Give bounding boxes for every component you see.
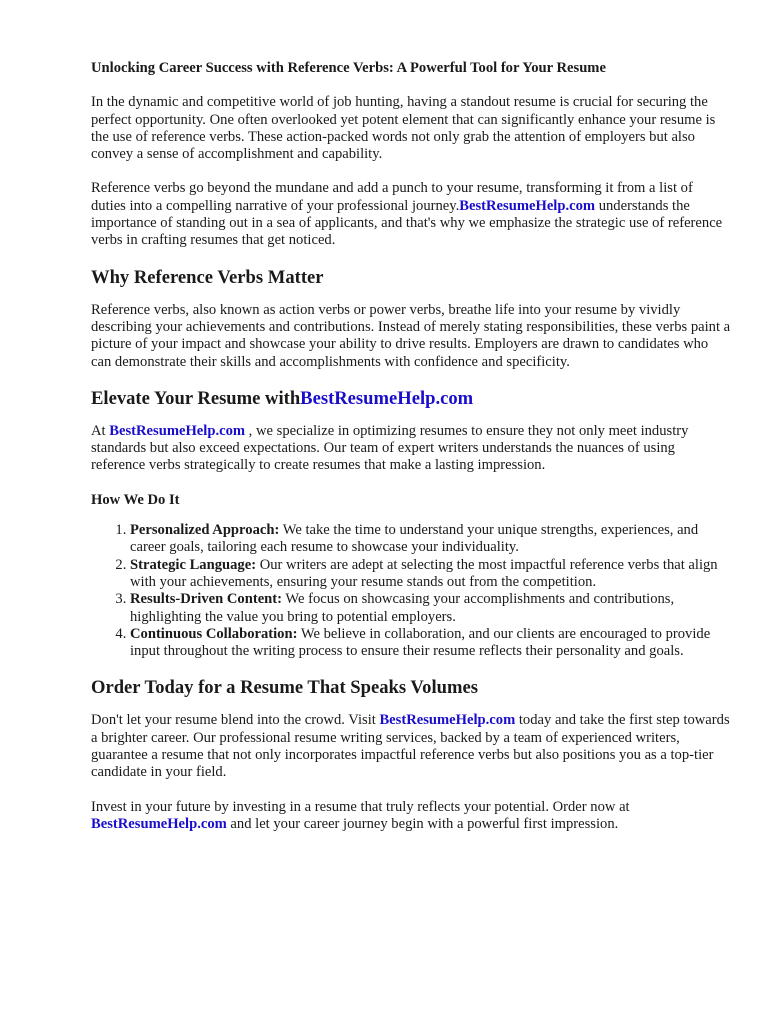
intro-paragraph-1: In the dynamic and competitive world of job hunting, having a standout resume is crucial for securing the perfect opportunity. One often overlooked yet potent element that can significantly enhance your resume is the use of reference verbs. These action-packed words not only grab the attention of employers but also convey a sense of accomplishment and capability. bbox=[91, 94, 716, 163]
bestresumehelp-link[interactable]: BestResumeHelp.com bbox=[300, 387, 474, 409]
list-item-term: Strategic Language: bbox=[130, 556, 257, 573]
bestresumehelp-link[interactable]: BestResumeHelp.com bbox=[109, 422, 246, 439]
order-paragraph-2-text: Invest in your future by investing in a resume that truly reflects your potential. Order now at bbox=[91, 798, 630, 815]
list-item-text: We focus on showcasing your accomplishments and contributions, highlighting the value you bring to potential employers. bbox=[130, 591, 675, 625]
elevate-paragraph bbox=[91, 423, 731, 475]
bestresumehelp-link[interactable]: BestResumeHelp.com bbox=[91, 815, 227, 832]
why-paragraph: Reference verbs, also known as action verbs or power verbs, breathe life into your resume by vividly describing your achievements and contributions. Instead of merely stating responsibilities, these verbs paint a picture of your impact and showcase your ability to drive results. Employers are drawn to candidates who can demonstrate their skills and accomplishments with confidence and specificity. bbox=[91, 301, 731, 370]
list-item bbox=[130, 522, 731, 557]
elevate-heading-text: Elevate Your Resume with bbox=[91, 387, 301, 409]
list-item-term: Continuous Collaboration: bbox=[130, 625, 298, 642]
elevate-heading bbox=[91, 388, 731, 410]
list-item bbox=[130, 626, 731, 661]
list-item-term: Results-Driven Content: bbox=[130, 591, 283, 608]
intro-paragraph-2 bbox=[91, 180, 731, 249]
order-paragraph-2 bbox=[91, 799, 731, 834]
why-heading: Why Reference Verbs Matter bbox=[91, 266, 324, 288]
how-list bbox=[91, 522, 731, 660]
order-paragraph-1-text: Don't let your resume blend into the crowd. Visit bbox=[91, 712, 380, 729]
order-heading: Order Today for a Resume That Speaks Volumes bbox=[91, 677, 478, 699]
order-paragraph-2-text-end: and let your career journey begin with a powerful first impression. bbox=[226, 815, 619, 832]
how-heading: How We Do It bbox=[91, 491, 180, 508]
list-item-term: Personalized Approach: bbox=[130, 522, 280, 539]
elevate-paragraph-text: , we specialize in optimizing resumes to ensure they not only meet industry standards but also exceed expectations. Our team of expert writers understands the nuances of using reference verbs strategically to create resumes that make a lasting impression. bbox=[91, 422, 689, 474]
intro-paragraph-2-text-end: understands the importance of standing out in a sea of applicants, and that's why we emphasize the strategic use of reference verbs in crafting resumes that get noticed. bbox=[91, 197, 723, 249]
list-item bbox=[130, 557, 731, 592]
intro-paragraph-2-text: Reference verbs go beyond the mundane and add a punch to your resume, transforming it from a list of duties into a compelling narrative of your professional journey. bbox=[91, 180, 693, 214]
list-item-text: We take the time to understand your unique strengths, experiences, and career goals, tailoring each resume to showcase your individuality. bbox=[130, 522, 699, 556]
order-paragraph-1-text-end: today and take the first step towards a brighter career. Our professional resume writing services, backed by a team of experienced writers, guarantee a resume that not only incorporates impactful reference verbs but also positions you as a top-tier candidate in your field. bbox=[91, 712, 730, 781]
elevate-paragraph-prefix: At bbox=[91, 422, 110, 439]
bestresumehelp-link[interactable]: BestResumeHelp.com bbox=[379, 712, 516, 729]
document-page bbox=[91, 60, 731, 850]
document-title: Unlocking Career Success with Reference Verbs: A Powerful Tool for Your Resume bbox=[91, 60, 606, 76]
list-item-text: We believe in collaboration, and our clients are encouraged to provide input throughout the writing process to ensure their resume reflects their personality and goals. bbox=[130, 625, 711, 660]
bestresumehelp-link[interactable]: BestResumeHelp.com bbox=[459, 197, 596, 214]
list-item-text: Our writers are adept at selecting the most impactful reference verbs that align with your achievements, ensuring your resume stands out from the competition. bbox=[130, 556, 718, 590]
order-paragraph-1 bbox=[91, 712, 731, 781]
list-item bbox=[130, 591, 731, 626]
